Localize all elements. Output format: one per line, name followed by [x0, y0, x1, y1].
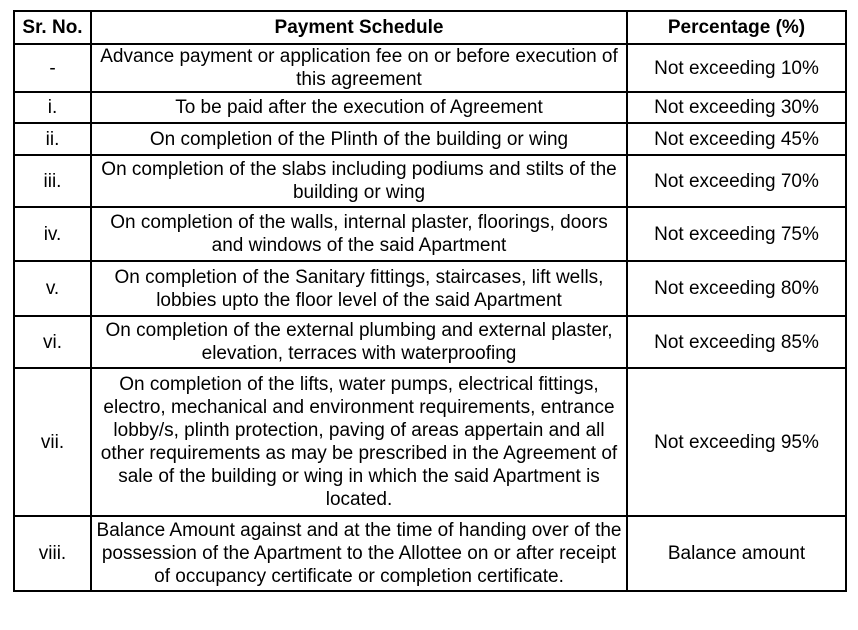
payment-schedule-table	[13, 10, 847, 592]
percentage-cell: Not exceeding 85%	[627, 316, 846, 368]
table-header-row	[14, 11, 846, 44]
header-sr-no: Sr. No.	[14, 11, 91, 44]
table-row	[14, 516, 846, 591]
sr-no-cell: vi.	[14, 316, 91, 368]
percentage-cell: Not exceeding 30%	[627, 92, 846, 123]
table-row	[14, 123, 846, 155]
schedule-cell: On completion of the external plumbing and external plaster, elevation, terraces with waterproofing	[91, 316, 627, 368]
sr-no-cell: ii.	[14, 123, 91, 155]
schedule-cell: On completion of the slabs including podiums and stilts of the building or wing	[91, 155, 627, 207]
table-row	[14, 44, 846, 92]
percentage-cell: Not exceeding 95%	[627, 368, 846, 516]
schedule-cell: To be paid after the execution of Agreement	[91, 92, 627, 123]
table-row	[14, 261, 846, 316]
sr-no-cell: iii.	[14, 155, 91, 207]
percentage-cell: Not exceeding 10%	[627, 44, 846, 92]
schedule-cell: Balance Amount against and at the time of handing over of the possession of the Apartment to the Allottee on or after receipt of occupancy certificate or completion certificate.	[91, 516, 627, 591]
percentage-cell: Not exceeding 45%	[627, 123, 846, 155]
percentage-cell: Not exceeding 70%	[627, 155, 846, 207]
sr-no-cell: v.	[14, 261, 91, 316]
sr-no-cell: i.	[14, 92, 91, 123]
percentage-cell: Not exceeding 80%	[627, 261, 846, 316]
table-row	[14, 92, 846, 123]
header-percentage: Percentage (%)	[627, 11, 846, 44]
table-row	[14, 207, 846, 261]
sr-no-cell: viii.	[14, 516, 91, 591]
header-payment-schedule: Payment Schedule	[91, 11, 627, 44]
table-row	[14, 155, 846, 207]
schedule-cell: On completion of the walls, internal plaster, floorings, doors and windows of the said Apartment	[91, 207, 627, 261]
sr-no-cell: -	[14, 44, 91, 92]
schedule-cell: On completion of the Sanitary fittings, staircases, lift wells, lobbies upto the floor level of the said Apartment	[91, 261, 627, 316]
schedule-cell: Advance payment or application fee on or before execution of this agreement	[91, 44, 627, 92]
sr-no-cell: vii.	[14, 368, 91, 516]
schedule-cell: On completion of the lifts, water pumps, electrical fittings, electro, mechanical and environment requirements, entrance lobby/s, plinth protection, paving of areas appertain and all other requirements as may be prescribed in the Agreement of sale of the building or wing in which the said Apartment is located.	[91, 368, 627, 516]
schedule-cell: On completion of the Plinth of the building or wing	[91, 123, 627, 155]
sr-no-cell: iv.	[14, 207, 91, 261]
percentage-cell: Not exceeding 75%	[627, 207, 846, 261]
percentage-cell: Balance amount	[627, 516, 846, 591]
table-row	[14, 316, 846, 368]
table-row	[14, 368, 846, 516]
